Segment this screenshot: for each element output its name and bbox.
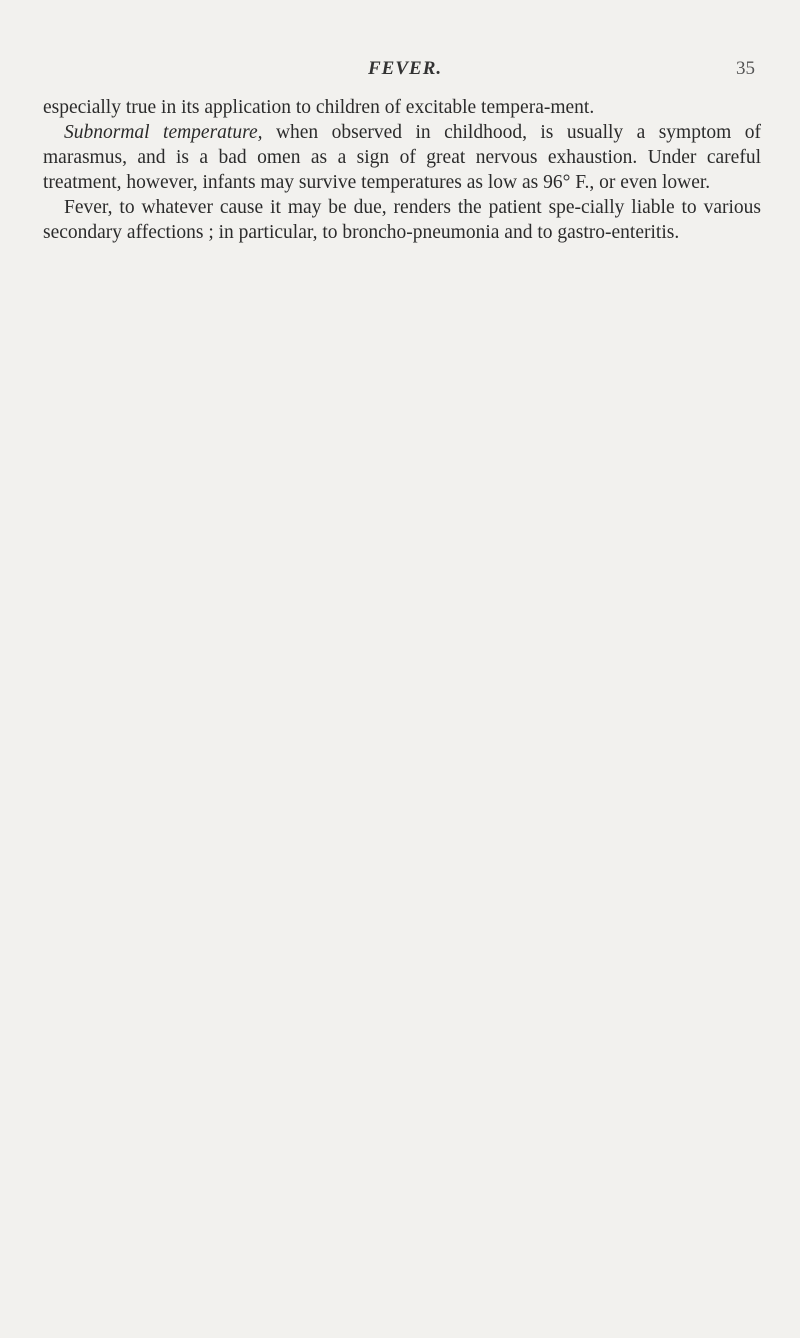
paragraph-continued: especially true in its application to children of excitable tempera-ment. (43, 97, 595, 118)
body-text (43, 95, 761, 245)
paragraph-subnormal-temperature (43, 120, 761, 195)
running-header (0, 58, 800, 88)
paragraph-text: when observed in childhood, is usually a symptom of marasmus, and is a bad omen as a sign of great nervous exhaustion. Under careful treatment, however, infants may survive temperatures as low as 96° F., or even lower. (43, 122, 761, 193)
paragraph-fever-complications: Fever, to whatever cause it may be due, renders the patient spe-cially liable to various secondary affections ; in particular, to broncho-pneumonia and to gastro-enteritis. (43, 197, 761, 243)
page-number: 35 (736, 58, 755, 79)
running-title: FEVER. (368, 58, 443, 79)
italic-lead-phrase: Subnormal temperature, (64, 122, 263, 143)
